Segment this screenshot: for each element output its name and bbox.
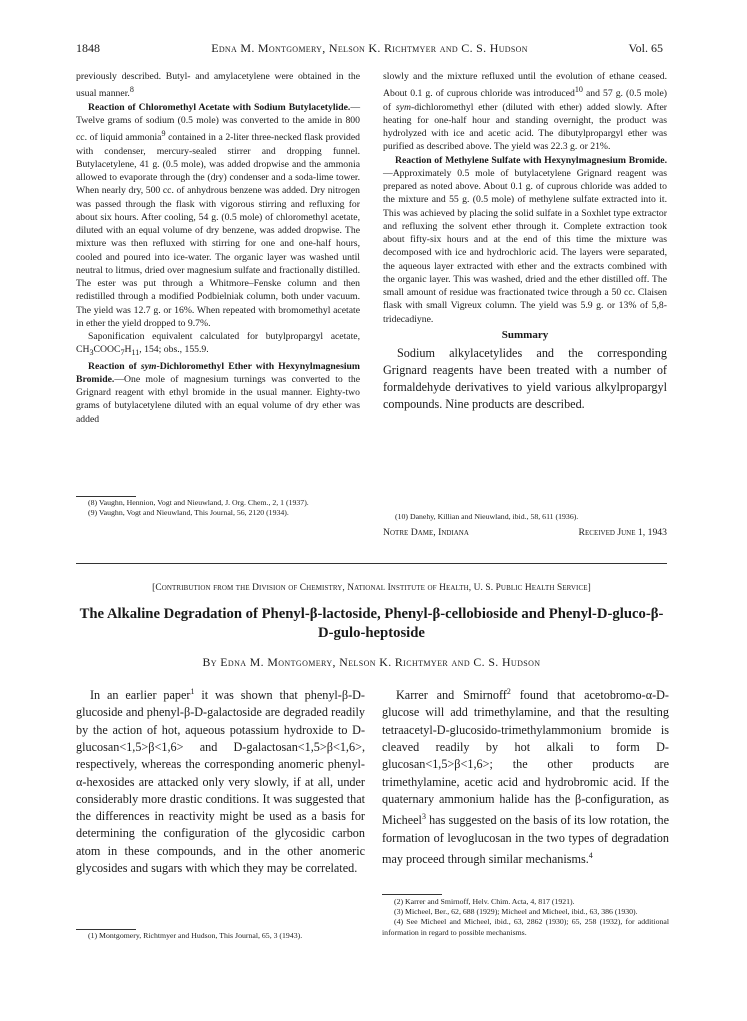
contribution-line: [Contribution from the Division of Chemistry, National Institute of Health, U. S. Public Health Service] <box>152 583 591 593</box>
footnote: (3) Micheel, Ber., 62, 688 (1929); Micheel and Micheel, ibid., 63, 386 (1930). <box>394 907 638 917</box>
footnote: (9) Vaughn, Vogt and Nieuwland, This Journal, 56, 2120 (1934). <box>88 508 289 518</box>
page-number: 1848 <box>76 41 100 55</box>
footnote: (8) Vaughn, Hennion, Vogt and Nieuwland, J. Org. Chem., 2, 1 (1937). <box>88 498 309 507</box>
paragraph: Reaction of Methylene Sulfate with Hexynylmagnesium Bromide.—Approximately 0.5 mole of butylacetylene Grignard reagent was prepared as noted above. About 0.1 g. of cuprous chloride was added to the mixture and 55 g. (0.5 mole) of methylene sulfate extracted into it. This was achieved by placing the solid sulfate in a Soxhlet type extractor and refluxing the solvent ether through it. Complete extraction took about fifty-six hours and at the end of this time the mixture was decomposed with ice and hydrochloric acid. The layers were separated, the aqueous layer extracted with ether and the extracts combined with the organic layer. This was washed, dried and the ether distilled off. The small amount of residue was fractionated twice through a 50 cc. Claisen flask with small Vigreux column. The yield was 5.9 g. or 13% of 5,8-tridecadiyne. <box>383 154 667 325</box>
paragraph: Saponification equivalent calculated for butylpropargyl acetate, $CH_3COOC_7H_{11}$, 154; obs., 155.9. <box>76 331 360 358</box>
paragraph: Reaction of Chloromethyl Acetate with Sodium Butylacetylide.—Twelve grams of sodium (0.5 mole) was converted to the amide in 800 cc. of liquid ammonia$^9$ contained in a 2-liter three-necked flask provided with condenser, mercury-sealed stirrer and dropping funnel. Butylacetylene, 41 g. (0.5 mole), was added dropwise and the ammonia allowed to evaporate through the (dry) condenser and a soda-lime tower. When nearly dry, 500 cc. of anhydrous benzene was added. Dry nitrogen was passed through the flask with vigorous stirring and refluxing for about six hours. After cooling, 54 g. (0.5 mole) of chloromethyl acetate, diluted with an equal volume of dry benzene, was added dropwise. The mixture was then refluxed with stirring for one and one-half hours, cooled and poured into ice-water. The organic layer was washed until neutral to litmus, dried over magnesium sulfate and fractionally distilled. The ester was put through a Whitmore–Fenske column and then redistilled through a modified Podbielniak column, both under vacuum. The yield was 12.7 g. or 16%. When repeated with bromomethyl acetate in ether the yield dropped to 9.7%. <box>76 101 361 329</box>
summary-text: Sodium alkylacetylides and the corresponding Grignard reagents have been treated with a number of formaldehyde derivatives to yield various alkylpropargyl compounds. Nine products are described. <box>383 346 667 411</box>
left-footnotes <box>76 498 360 518</box>
received-date: Received June 1, 1943 <box>578 527 667 538</box>
footnote: (2) Karrer and Smirnoff, Helv. Chim. Acta, 4, 817 (1921). <box>394 897 575 906</box>
article-right-column <box>382 683 669 868</box>
left-column <box>76 70 360 426</box>
signature-line <box>383 526 667 539</box>
paragraph: slowly and the mixture refluxed until the evolution of ethane ceased. About 0.1 g. of cuprous chloride was introduced$^{10}$ and 57 g. (0.5 mole) of sym-dichloromethyl ether (diluted with ether) added slowly. After heating for one-half hour and standing overnight, the product was hydrolyzed with ice and acetic acid. The dibutylpropargyl ether was purified as described above. The yield was 22.3 g. or 21%. <box>383 71 667 153</box>
article-left-column <box>76 683 365 877</box>
section-heading: Reaction of Methylene Sulfate with Hexynylmagnesium Bromide. <box>395 154 667 166</box>
article-left-footnotes <box>76 931 365 941</box>
article-title: The Alkaline Degradation of Phenyl-β-lactoside, Phenyl-β-cellobioside and Phenyl-D-gluco-β-D-gulo-heptoside <box>79 606 664 641</box>
running-header-authors: Edna M. Montgomery, Nelson K. Richtmyer and C. S. Hudson <box>211 41 528 55</box>
right-column <box>383 70 667 413</box>
footnote-rule <box>76 496 136 497</box>
article-right-footnotes <box>382 897 669 938</box>
section-heading: Reaction of sym-Dichloromethyl Ether with Hexynylmagnesium Bromide. <box>76 360 360 385</box>
summary-heading: Summary <box>501 328 549 341</box>
footnote-rule <box>382 894 442 895</box>
footnote-rule <box>76 929 136 930</box>
footnote: (10) Danehy, Killian and Nieuwland, ibid., 58, 611 (1936). <box>395 512 579 521</box>
affiliation-place: Notre Dame, Indiana <box>383 527 469 538</box>
article-separator <box>76 563 667 564</box>
paragraph: Reaction of sym-Dichloromethyl Ether with Hexynylmagnesium Bromide.—One mole of magnesium turnings was converted to the Grignard reagent with ethyl bromide in the usual manner. Eighty-two grams of butylacetylene diluted with an equal volume of dry ether was added <box>76 360 360 425</box>
paragraph: Karrer and Smirnoff$^2$ found that acetobromo-α-D-glucose will add trimethylamine, and that the resulting tetraacetyl-D-glucosido-trimethylammonium bromide is cleaved readily by hot alkali to form D-glucosan<1,5>β<1,6>; the other products are trimethylamine, acetic acid and hydrobromic acid. If the quaternary ammonium halide has the β-configuration, as Micheel$^3$ has suggested on the basis of its low rotation, the formation of levoglucosan in the two types of degradation may proceed through similar mechanisms.$^4$ <box>382 687 669 866</box>
section-heading: Reaction of Chloromethyl Acetate with Sodium Butylacetylide. <box>88 101 351 113</box>
running-header <box>76 40 663 56</box>
volume-label: Vol. 65 <box>628 41 663 55</box>
paragraph: In an earlier paper$^1$ it was shown that phenyl-β-D-glucoside and phenyl-β-D-galactoside are degraded readily by the action of hot, aqueous potassium hydroxide to D-glucosan<1,5>β<1,6> and D-galactosan<1,5>β<1,6>, respectively, whereas the corresponding anomeric phenyl-α-hexosides are attacked only very slowly, if at all, under considerably more drastic conditions. It was suggested that the differences in reactivity might be used as a basis for determining the configuration of the glycosidic carbon atom in these compounds, and in the other anomeric glycosides and sugars with which they may be correlated. <box>76 687 365 876</box>
footnote: (1) Montgomery, Richtmyer and Hudson, This Journal, 65, 3 (1943). <box>88 931 303 940</box>
article-byline: By Edna M. Montgomery, Nelson K. Richtmyer and C. S. Hudson <box>202 655 541 669</box>
footnote: (4) See Micheel and Micheel, ibid., 63, 2862 (1930); 65, 258 (1932), for additional information in regard to possible mechanisms. <box>382 917 669 937</box>
paragraph: previously described. Butyl- and amylacetylene were obtained in the usual manner.$^8$ <box>76 71 360 100</box>
right-footnotes <box>383 512 667 522</box>
